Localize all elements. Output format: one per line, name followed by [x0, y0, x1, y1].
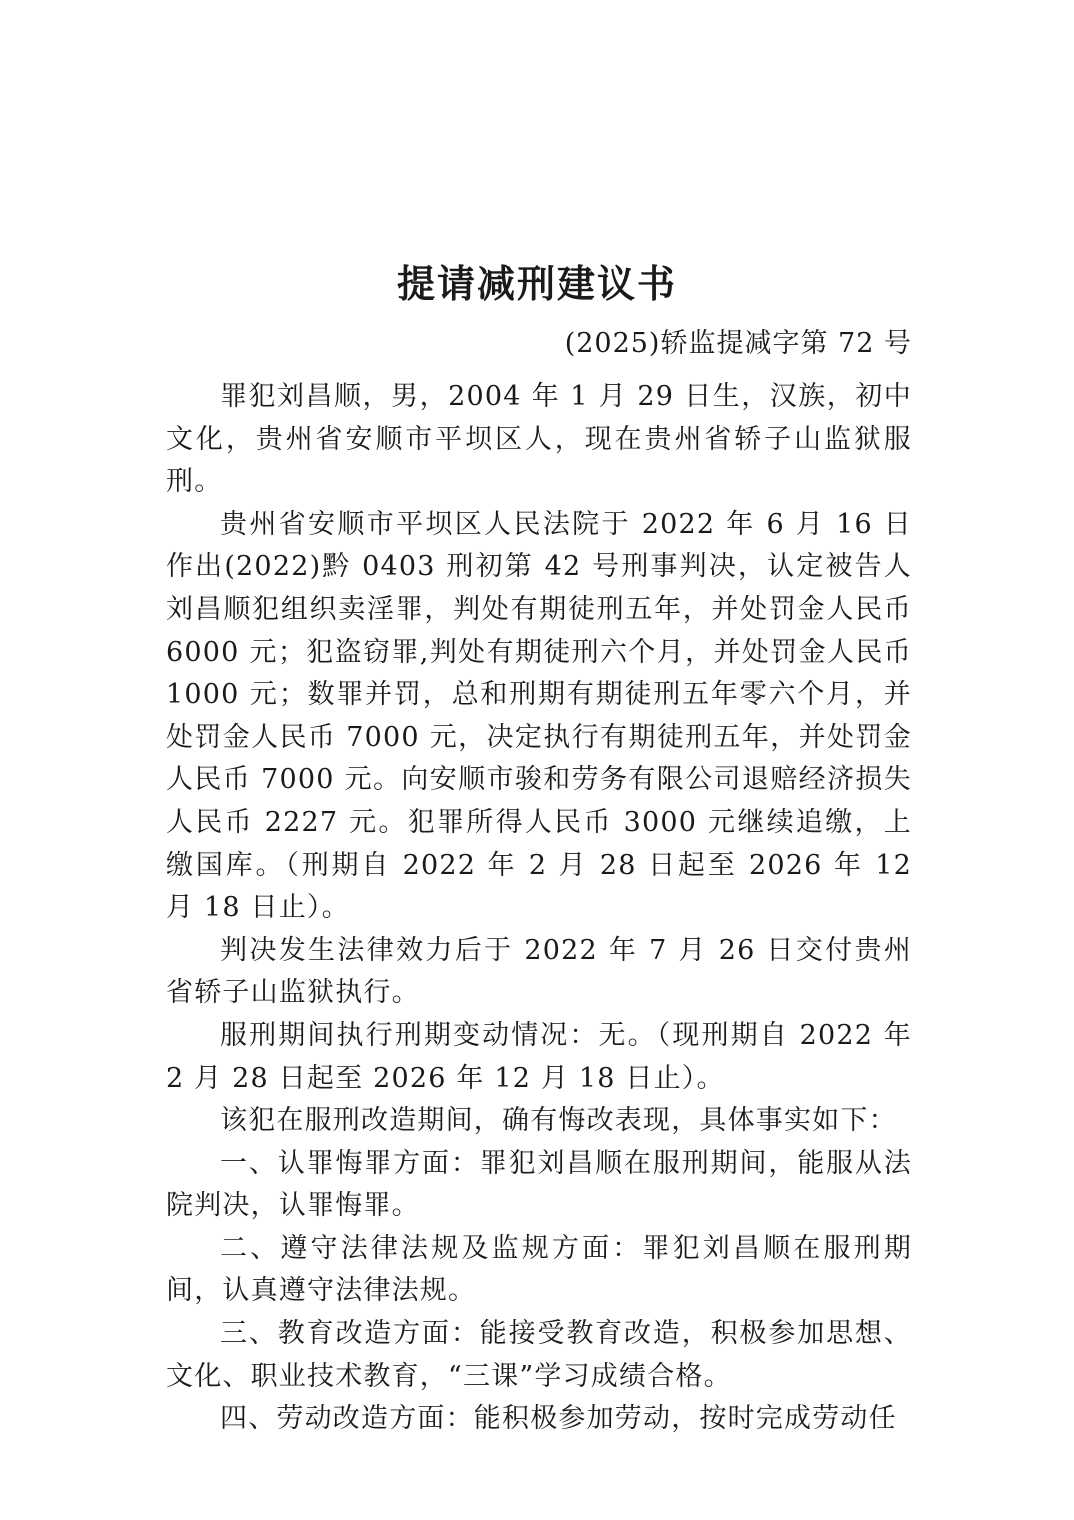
paragraph-prisoner-info: 罪犯刘昌顺，男，2004 年 1 月 29 日生，汉族，初中文化，贵州省安顺市平坝区人，现在贵州省轿子山监狱服刑。 — [166, 381, 912, 498]
paragraph-item-2: 二、遵守法律法规及监规方面：罪犯刘昌顺在服刑期间，认真遵守法律法规。 — [166, 1232, 912, 1307]
paragraph-repentance-intro: 该犯在服刑改造期间，确有悔改表现，具体事实如下： — [220, 1105, 897, 1137]
paragraph-item-1: 一、认罪悔罪方面：罪犯刘昌顺在服刑期间，能服从法院判决，认罪悔罪。 — [166, 1147, 912, 1222]
paragraph-item-4: 四、劳动改造方面：能积极参加劳动，按时完成劳动任 — [220, 1403, 897, 1435]
document-title: 提请减刑建议书 — [396, 261, 677, 306]
document-body — [166, 376, 912, 1441]
paragraph-judgment: 贵州省安顺市平坝区人民法院于 2022 年 6 月 16 日作出(2022)黔 0403 刑初第 42 号刑事判决，认定被告人刘昌顺犯组织卖淫罪，判处有期徒刑五年，并处罚金人民币 6000 元；犯盗窃罪,判处有期徒刑六个月，并处罚金人民币 1000 元；数罪并罚，总和刑期有期徒刑五年零六个月，并处罚金人民币 7000 元，决定执行有期徒刑五年，并处罚金人民币 7000 元。向安顺市骏和劳务有限公司退赔经济损失人民币 2227 元。犯罪所得人民币 3000 元继续追缴，上缴国库。（刑期自 2022 年 2 月 28 日起至 2026 年 12 月 18 日止）。 — [166, 508, 912, 924]
paragraph-delivery: 判决发生法律效力后于 2022 年 7 月 26 日交付贵州省轿子山监狱执行。 — [166, 934, 912, 1009]
document-number: (2025)轿监提减字第 72 号 — [564, 328, 912, 359]
paragraph-item-3: 三、教育改造方面：能接受教育改造，积极参加思想、文化、职业技术教育，“三课”学习成绩合格。 — [166, 1318, 912, 1392]
paragraph-sentence-changes: 服刑期间执行刑期变动情况：无。（现刑期自 2022 年 2 月 28 日起至 2026 年 12 月 18 日止）。 — [166, 1019, 912, 1094]
